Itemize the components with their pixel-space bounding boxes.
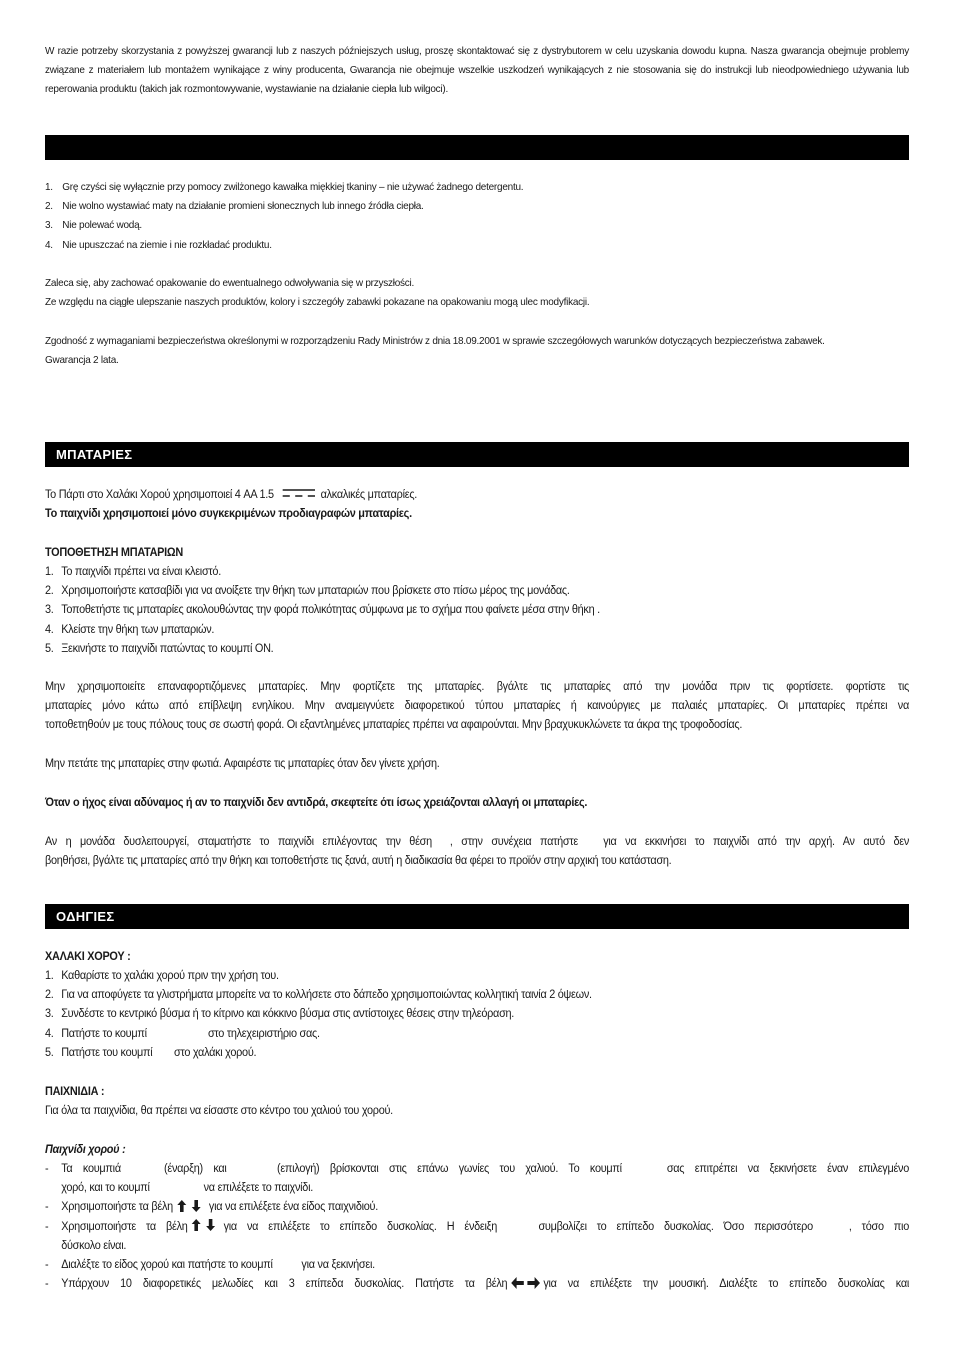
dc-voltage-icon [283,488,315,498]
install-steps [45,562,909,658]
section-title: ΟΔΗΓΙΕΣ [56,909,115,924]
list-item: 4. Κλείστε την θήκη των μπαταριών. [45,621,215,636]
dance-game-list [45,1159,909,1293]
warranty-paragraph: W razie potrzeby skorzystania z powyższej gwarancji lub z naszych późniejszych usług, proszę skontaktować się z dystrybutorem w celu uzyskania dowodu kupna. Nasza gwarancja obejmuje problemy związane z materiałem lub montażem wynikające z winy producenta, Gwarancja nie obejmuje wszelkie uszkodzeń wynikających z nie stosowania się do instrukcji lub nieodpowiedniego używania lub reperowania produktu (takich jak rozmontowywanie, wystawianie na działanie ciepła lub wilgoci). [45,46,909,96]
list-item: 5. Ξεκινήστε το παιχνίδι πατώντας το κουμπί ON. [45,640,274,655]
list-item: 3. Συνδέστε το κεντρικό βύσμα ή το κίτρινο και κόκκινο βύσμα στις αντίστοιχες θέσεις στην τηλεόραση. [45,1006,515,1021]
section-title: ΜΠΑΤΑΡΙΕΣ [56,447,133,462]
list-item: - Τα κουμπιά (έναρξη) και (επιλογή) βρίσκονται στις επάνω γωνίες του χαλιού. Το κουμπί σας επιτρέπει να ξεκινήσετε έναν επιλεγμένο χορό, και το κουμπί να επιλέξετε το παιχνίδι. [45,1161,910,1195]
install-title: ΤΟΠΟΘΕΤΗΣΗ ΜΠΑΤΑΡΙΩΝ [45,545,183,559]
list-item: 3. Nie polewać wodą. [45,220,142,232]
list-item: 2. Για να αποφύγετε τα γλιστρήματα μπορείτε να το κολλήσετε στο δάπεδο χρησιμοποιώντας κολλητική ταινία 2 όψεων. [45,987,592,1002]
games-note: Για όλα τα παιχνίδια, θα πρέπει να είσαστε στο κέντρο του χαλιού του χορού. [45,1103,393,1117]
list-item: 2. Χρησιμοποιήστε κατσαβίδι για να ανοίξετε την θήκη των μπαταριών που βρίσκετε στο πίσω μέρος της μονάδας. [45,583,570,598]
mat-title: ΧΑΛΑΚΙ ΧΟΡΟΥ : [45,949,131,963]
dance-game-title: Παιχνίδι χορού : [45,1142,126,1156]
list-item: - Υπάρχουν 10 διαφορετικές μελωδίες και 3 επίπεδα δυσκολίας. Πατήστε τα βέλη για να επιλέξετε την μουσική. Διαλέξτε το επίπεδο δυσκολίας και [45,1276,909,1291]
battery-fire-warning: Μην πετάτε της μπαταρίες στην φωτιά. Αφαιρέστε τις μπαταρίες όταν δεν γίνετε χρήση. [45,756,440,770]
mat-steps [45,966,909,1062]
list-item: 4. Πατήστε το κουμπί στο τηλεχειριστήριο σας. [45,1025,320,1040]
weak-sound-note: Όταν ο ήχος είναι αδύναμος ή αν το παιχνίδι δεν αντιδρά, σκεφτείτε ότι ίσως χρειάζονται αλλαγή οι μπαταρίες. [45,795,588,809]
battery-warning: Μην χρησιμοποιείτε επαναφορτιζόμενες μπαταρίες. Μην φορτίζετε της μπαταρίες. βγάλτε τις μπαταρίες από την μονάδα πριν τις φορτίσετε. φορτίστε τις μπαταρίες μόνο κάτω από επίβλεψη ενηλίκου. Μην αναμειγνύετε διαφορετικού τύπου μπαταρίες ή καινούργιες με παλαιές μπαταρίες. Οι μπαταρίες πρέπει να τοποθετηθούν με τους πόλους τους σε σωστή φορά. Οι εξαντλημένες μπαταρίες πρέπει να αφαιρούνται. Μην βραχυκυκλώνετε τα άκρα της τροφοδοσίας. [45,679,909,732]
list-item: - Διαλέξτε το είδος χορού και πατήστε το κουμπί για να ξεκινήσει. [45,1257,375,1272]
section-bar-polish-care [45,135,909,160]
malfunction-note: Αν η μονάδα δυσλειτουργεί, σταματήστε το παιχνίδι επιλέγοντας την θέση , στην συνέχεια πατήστε για να εκκινήσει το παιχνίδι από την αρχή. Αν αυτό δεν βοηθήσει, βγάλτε τις μπαταρίες από την θήκη και τοποθετήστε τις ξανά, αυτή η διαδικασία θα φέρει το προϊόν στην αρχική του κατάσταση. [45,834,910,868]
list-item: 3. Τοποθετήστε τις μπαταρίες ακολουθώντας την φορά πολικότητας σύμφωνα με το σχήμα που φαίνετε μέσα στην θήκη . [45,602,600,617]
list-item: 1. Το παιχνίδι πρέπει να είναι κλειστό. [45,564,221,578]
list-item: 1. Grę czyści się wyłącznie przy pomocy zwilżonego kawałka miękkiej tkaniny – nie używać żadnego detergentu. [45,182,524,193]
section-bar-instructions [45,904,909,929]
battery-usage-line: Το Πάρτι στο Χαλάκι Χορού χρησιμοποιεί 4 AA 1.5 αλκαλικές μπαταρίες. [45,487,418,501]
list-item: 5. Πατήστε του κουμπί στο χαλάκι χορού. [45,1044,257,1059]
up-down-arrows-icon [191,1219,220,1231]
left-right-arrows-icon [511,1277,540,1289]
packaging-note: Zaleca się, aby zachować opakowanie do ewentualnego odwoływania się w przyszłości. Ze względu na ciągłe ulepszanie naszych produktów, kolory i szczegóły zabawki pokazane na opakowaniu mogą ulec modyfikacji. [45,278,590,309]
care-list [45,178,909,255]
up-down-arrows-icon [177,1200,206,1212]
list-item: - Χρησιμοποιήστε τα βέλη για να επιλέξετε ένα είδος παιχνιδιού. [45,1199,378,1214]
battery-spec-note: Το παιχνίδι χρησιμοποιεί μόνο συγκεκριμένων προδιαγραφών μπαταρίες. [45,506,412,520]
list-item: 1. Καθαρίστε το χαλάκι χορού πριν την χρήση του. [45,968,279,982]
games-title: ΠΑΙΧΝΙΔΙΑ : [45,1084,105,1098]
list-item: 4. Nie upuszczać na ziemie i nie rozkładać produktu. [45,239,272,251]
compliance-note: Zgodność z wymaganiami bezpieczeństwa określonymi w rozporządzeniu Rady Ministrów z dnia 18.09.2001 w sprawie szczegółowych warunków dotyczących bezpieczeństwa zabawek. Gwarancja 2 lata. [45,336,825,367]
list-item: - Χρησιμοποιήστε τα βέλη για να επιλέξετε το επίπεδο δυσκολίας. Η ένδειξη συμβολίζει το επίπεδο δυσκολίας. Όσο περισσότερο , τόσο πιο δύσκολο είναι. [45,1218,909,1252]
list-item: 2. Nie wolno wystawiać maty na działanie promieni słonecznych lub innego źródła ciepła. [45,201,424,213]
section-bar-batteries [45,442,909,467]
